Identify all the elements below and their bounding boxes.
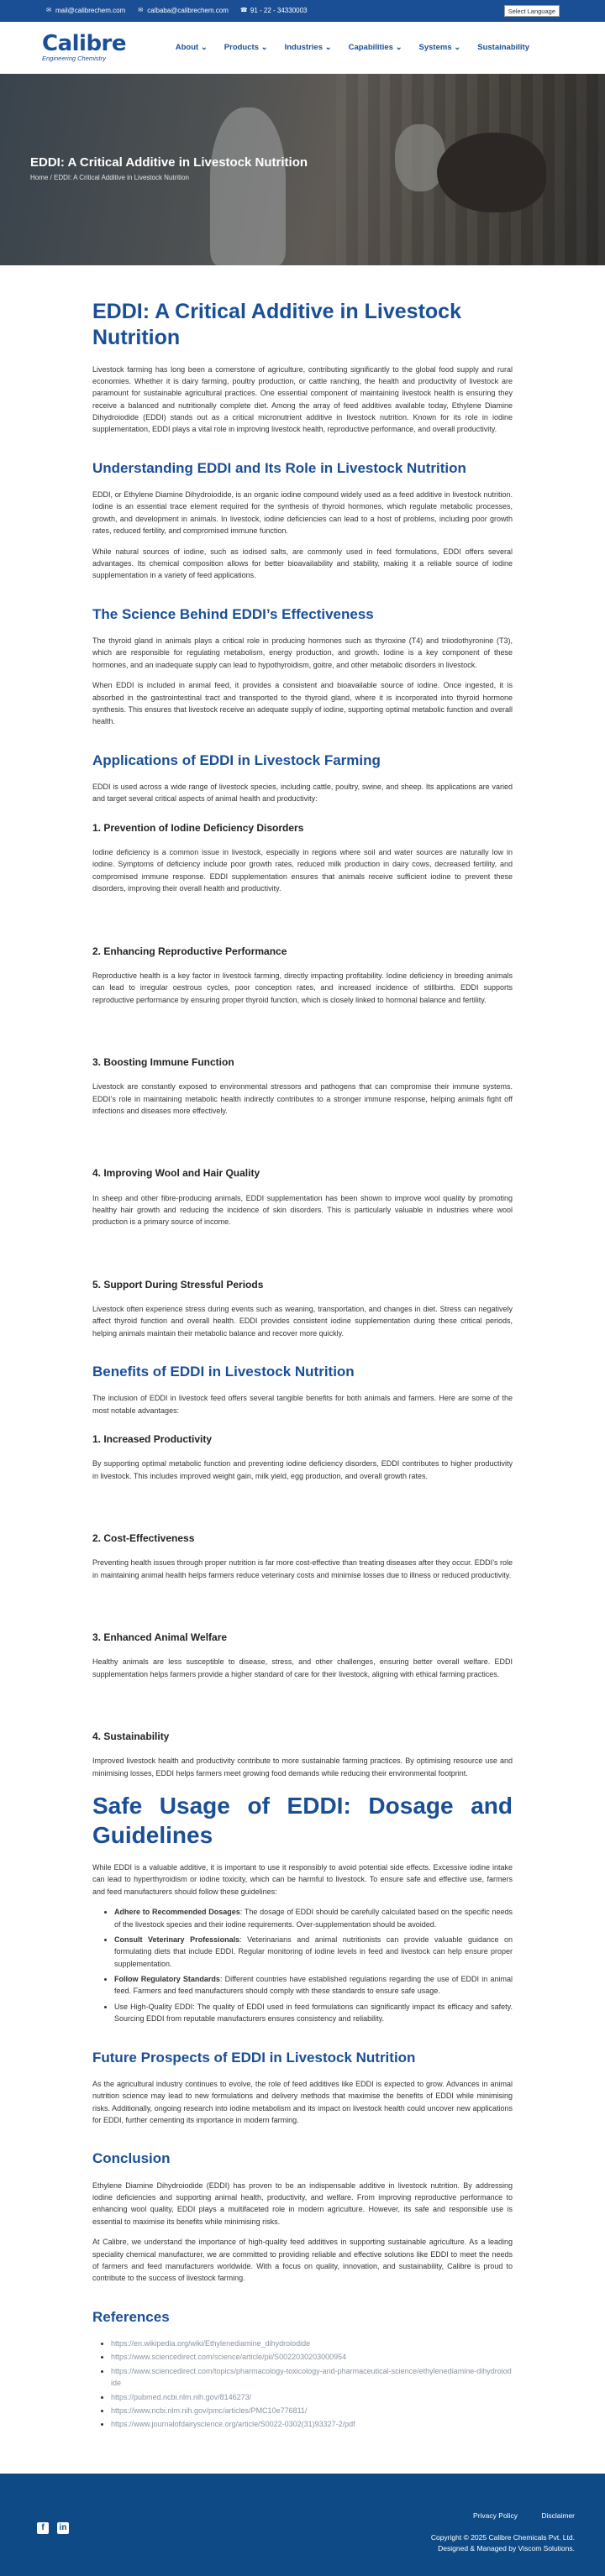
list-item bbox=[114, 1973, 513, 1997]
paragraph: EDDI, or Ethylene Diamine Dihydroiodide, is an organic iodine compound widely used as a feed additive in livestock nutrition. Iodine is an essential trace element required for the synthesis of thyroid hormones, which regulate metabolic processes, growth, and development in animals. In livestock, iodine deficiencies can lead to a host of problems, including poor growth rates, reduced fertility, and compromised immune function. bbox=[92, 490, 513, 536]
paragraph: Reproductive health is a key factor in livestock farming, directly impacting profitability. Iodine deficiency in breeding animals can lead to irregular oestrous cycles, poor conception rates, and increased incidence of stillbirths. EDDI supports reproductive performance by ensuring proper thyroid function, which is closely linked to hormonal balance and fertility. bbox=[92, 971, 513, 1004]
nav-products[interactable] bbox=[224, 41, 268, 54]
email-link-2[interactable]: calbaba@calibrechem.com bbox=[147, 6, 229, 14]
list-item bbox=[111, 2405, 513, 2416]
linkedin-icon[interactable]: in bbox=[57, 2522, 69, 2534]
list-item bbox=[111, 2391, 513, 2403]
subheading: 5. Support During Stressful Periods bbox=[92, 1278, 264, 1291]
references-list bbox=[111, 2338, 513, 2431]
paragraph: Preventing health issues through proper nutrition is far more cost-effective than treating diseases after they occur. EDDI’s role in maintaining animal health helps farmers reduce veterinary costs and minimise losses due to illness or reduced productivity. bbox=[92, 1558, 513, 1579]
reference-link[interactable]: https://www.ncbi.nlm.nih.gov/pmc/articles/PMC10e776811/ bbox=[111, 2406, 308, 2416]
section-heading: Benefits of EDDI in Livestock Nutrition bbox=[92, 1364, 355, 1380]
email-contact-2[interactable] bbox=[137, 6, 229, 17]
section-heading: Conclusion bbox=[92, 2150, 171, 2167]
paragraph: Healthy animals are less susceptible to disease, stress, and other challenges, ensuring better overall welfare. EDDI supplementation helps farmers provide a higher standard of care for their livestock, aligning with ethical farming practices. bbox=[92, 1657, 513, 1678]
hero-banner bbox=[0, 74, 605, 265]
copyright-text: Copyright © 2025 Calibre Chemicals Pvt. Ltd. bbox=[430, 2533, 575, 2542]
list-item-text: : Veterinarians and animal nutritionists can provide valuable guidance on formulating diets that include EDDI. Regular monitoring of iodine levels in feed and livestock can help ensure proper supplementation. bbox=[114, 1935, 513, 1968]
chevron-down-icon: ⌄ bbox=[324, 42, 332, 52]
list-item-text: : The dosage of EDDI should be carefully calculated based on the specific needs of the livestock species and their iodine requirements. Over-supplementation should be avoided. bbox=[114, 1908, 513, 1929]
section-heading-large: Safe Usage of EDDI: Dosage and Guidelines bbox=[92, 1792, 513, 1848]
references-heading: References bbox=[92, 2308, 170, 2325]
nav-systems-label: Systems bbox=[418, 42, 452, 52]
top-contact-bar bbox=[0, 0, 605, 22]
mail-icon: ✉ bbox=[138, 7, 144, 13]
nav-about[interactable] bbox=[176, 41, 208, 54]
subheading: 1. Prevention of Iodine Deficiency Disorders bbox=[92, 821, 304, 834]
mail-icon: ✉ bbox=[46, 7, 51, 13]
phone-link[interactable]: 91 - 22 - 34330003 bbox=[250, 6, 308, 14]
paragraph: By supporting optimal metabolic function and preventing iodine deficiency disorders, EDDI contributes to higher productivity in livestock. This includes improved weight gain, milk yield, egg production, and overall growth rates. bbox=[92, 1459, 513, 1480]
article-content bbox=[0, 265, 605, 2466]
list-item-text: Use High-Quality EDDI: The quality of EDDI used in feed formulations can significantly impact its efficacy and safety. Sourcing EDDI from reputable manufacturers ensures consistency and reliability. bbox=[114, 2002, 513, 2024]
paragraph: While EDDI is a valuable additive, it is important to use it responsibly to avoid potential side effects. Excessive iodine intake can lead to hyperthyroidism or iodine toxicity, which can be harmful to livestock. To ensure safe and effective use, farmers and feed manufacturers should follow these guidelines: bbox=[92, 1862, 513, 1896]
nav-industries[interactable] bbox=[285, 41, 332, 54]
email-contact[interactable] bbox=[45, 6, 125, 17]
chevron-down-icon: ⌄ bbox=[260, 42, 268, 52]
paragraph: Livestock often experience stress during events such as weaning, transportation, and changes in diet. Stress can negatively affect thyroid function and overall health. EDDI provides consistent iodine supplementation during these critical periods, helping animals maintain their metabolic balance and recover more quickly. bbox=[92, 1304, 513, 1338]
list-item-lead: Consult Veterinary Professionals bbox=[114, 1935, 240, 1944]
subheading: 4. Sustainability bbox=[92, 1730, 170, 1742]
list-item-text: : Different countries have established regulations regarding the use of EDDI in animal feed. Farmers and feed manufacturers should comply with these standards to ensure safe usage. bbox=[114, 1975, 513, 1996]
reference-link[interactable]: https://www.sciencedirect.com/topics/pharmacology-toxicology-and-pharmaceutical-science/ethylenediamine-dihydroiodide bbox=[111, 2366, 512, 2388]
paragraph: EDDI is used across a wide range of livestock species, including cattle, poultry, swine, and sheep. Its applications are varied and target several critical aspects of animal health and productivity: bbox=[92, 783, 513, 804]
section-heading: The Science Behind EDDI’s Effectiveness bbox=[92, 605, 374, 622]
paragraph: In sheep and other fibre-producing animals, EDDI supplementation has been shown to improve wool quality by promoting healthy hair growth and reducing the incidence of skin disorders. This is particularly valuable in industries where wool production is a primary source of income. bbox=[92, 1193, 513, 1227]
nav-systems[interactable] bbox=[419, 41, 461, 54]
paragraph: Ethylene Diamine Dihydroiodide (EDDI) has proven to be an indispensable additive in livestock nutrition. By addressing iodine deficiencies and supporting animal health, productivity, and welfare. From improving reproductive performance to enhancing wool quality, EDDI plays a multifaceted role in modern agriculture. However, its safe and responsible use is essential to maximise its benefits while minimising risks. bbox=[92, 2181, 513, 2226]
subheading: 2. Enhancing Reproductive Performance bbox=[92, 945, 287, 957]
subheading: 3. Boosting Immune Function bbox=[92, 1055, 234, 1068]
hero-title: EDDI: A Critical Additive in Livestock Nutrition bbox=[30, 155, 308, 170]
paragraph: At Calibre, we understand the importance of high-quality feed additives in supporting sustainable agriculture. As a leading speciality chemical manufacturer, we are committed to providing reliable and effective solutions like EDDI to meet the needs of farmers and feed manufacturers worldwide. With a focus on quality, innovation, and sustainability, Calibre is proud to contribute to the success of livestock farming. bbox=[92, 2238, 513, 2283]
footer-links bbox=[451, 2511, 575, 2522]
reference-link[interactable]: https://www.sciencedirect.com/science/article/pii/S0022030203000954 bbox=[111, 2353, 347, 2362]
list-item-lead: Adhere to Recommended Dosages bbox=[114, 1908, 240, 1917]
section-heading: Understanding EDDI and Its Role in Livestock Nutrition bbox=[92, 459, 466, 476]
list-item-lead: Follow Regulatory Standards bbox=[114, 1975, 220, 1984]
paragraph: Iodine deficiency is a common issue in livestock, especially in regions where soil and water sources are naturally low in iodine. Symptoms of deficiency include poor growth rates, reduced milk production in dairy cows, decreased fertility, and compromised immune response. EDDI supplementation ensures that animals receive sufficient iodine to prevent these disorders, improving their overall health and productivity. bbox=[92, 848, 513, 893]
paragraph: While natural sources of iodine, such as iodised salts, are commonly used in feed formulations, EDDI offers several advantages. Its chemical composition allows for better bioavailability and stability, making it a reliable source of iodine supplementation in a variety of feed applications. bbox=[92, 547, 513, 580]
paragraph: When EDDI is included in animal feed, it provides a consistent and bioavailable source of iodine. Once ingested, it is absorbed in the gastrointestinal tract and transported to the thyroid gland, where it is incorporated into thyroid hormone synthesis. This ensures that livestock receive an adequate supply of iodine, supporting optimal metabolic function and overall health. bbox=[92, 681, 513, 726]
list-item bbox=[114, 2001, 513, 2025]
list-item bbox=[111, 2351, 513, 2363]
privacy-policy-link[interactable]: Privacy Policy bbox=[473, 2511, 518, 2520]
reference-link[interactable]: https://en.wikipedia.org/wiki/Ethylenediamine_dihydroiodide bbox=[111, 2339, 311, 2348]
nav-about-label: About bbox=[175, 42, 199, 52]
disclaimer-link[interactable]: Disclaimer bbox=[541, 2511, 575, 2520]
nav-sustainability[interactable] bbox=[477, 41, 529, 54]
article-title: EDDI: A Critical Additive in Livestock Nutrition bbox=[92, 300, 461, 350]
chevron-down-icon: ⌄ bbox=[395, 42, 402, 52]
reference-link[interactable]: https://pubmed.ncbi.nlm.nih.gov/8146273/ bbox=[111, 2392, 252, 2401]
paragraph: Improved livestock health and productivity contribute to more sustainable farming practices. By optimising resource use and minimising losses, EDDI helps farmers meet growing food demands while reducing their environmental footprint. bbox=[92, 1757, 513, 1778]
main-navigation bbox=[0, 22, 605, 74]
paragraph: The thyroid gland in animals plays a critical role in producing hormones such as thyroxine (T4) and triiodothyronine (T3), which are responsible for regulating metabolism, energy production, and growth. Iodine is a key component of these hormones, and an inadequate supply can lead to hypothyroidism, goitre, and other metabolic disorders in livestock. bbox=[92, 636, 513, 669]
chevron-down-icon: ⌄ bbox=[454, 42, 461, 52]
phone-icon: ☎ bbox=[239, 7, 248, 13]
nav-menu bbox=[159, 41, 529, 54]
subheading: 1. Increased Productivity bbox=[92, 1433, 213, 1446]
site-footer bbox=[0, 2474, 605, 2576]
logo-name: Calibre bbox=[42, 31, 127, 57]
paragraph: As the agricultural industry continues to evolve, the role of feed additives like EDDI is expected to grow. Advances in animal nutrition science may lead to new formulations and delivery methods that maximise the benefits of EDDI while minimising risks. Additionally, ongoing research into iodine metabolism and its impact on livestock health could uncover new applications for EDDI, further cementing its importance in modern farming. bbox=[92, 2079, 513, 2125]
paragraph: Livestock are constantly exposed to environmental stressors and pathogens that can compromise their immune systems. EDDI’s role in maintaining metabolic health indirectly contributes to a stronger immune response, helping animals fight off infections and diseases more effectively. bbox=[92, 1082, 513, 1115]
subheading: 2. Cost-Effectiveness bbox=[92, 1532, 195, 1545]
nav-capabilities-label: Capabilities bbox=[348, 42, 393, 52]
nav-industries-label: Industries bbox=[284, 42, 323, 52]
list-item bbox=[114, 1934, 513, 1970]
list-item bbox=[111, 2338, 513, 2349]
list-item bbox=[111, 2365, 513, 2390]
reference-link[interactable]: https://www.journalofdairyscience.org/article/S0022-0302(31)93327-2/pdf bbox=[111, 2420, 355, 2429]
logo-tagline: Engineering Chemistry bbox=[42, 55, 106, 63]
intro-paragraph: Livestock farming has long been a cornerstone of agriculture, contributing significantly to the global food supply and rural economies. Whether it is dairy farming, poultry production, or cattle ranching, the health and productivity of livestock are paramount for sustainable agricultural practices. One essential component of maintaining livestock health is ensuring they receive a balanced and nutritionally complete diet. Among the array of feed additives available today, Ethylene Diamine Dihydroiodide (EDDI) stands out as a critical micronutrient additive in livestock nutrition. Known for its role in iodine supplementation, EDDI plays a vital role in improving livestock health, reproductive performance, and overall productivity. bbox=[92, 364, 513, 434]
list-item bbox=[114, 1906, 513, 1930]
breadcrumb[interactable]: Home / EDDI: A Critical Additive in Livestock Nutrition bbox=[30, 174, 189, 181]
social-links bbox=[37, 2522, 77, 2534]
designed-by-text: Designed & Managed by Viscom Solutions. bbox=[438, 2543, 575, 2552]
list-item bbox=[111, 2418, 513, 2430]
phone-contact[interactable] bbox=[240, 6, 308, 17]
subheading: 3. Enhanced Animal Welfare bbox=[92, 1631, 228, 1643]
facebook-icon[interactable]: f bbox=[37, 2522, 49, 2534]
calibre-logo[interactable] bbox=[42, 33, 126, 62]
copyright bbox=[431, 2532, 575, 2554]
section-heading: Applications of EDDI in Livestock Farming bbox=[92, 751, 381, 768]
language-select[interactable]: Select Language bbox=[504, 5, 560, 17]
guidelines-list bbox=[114, 1906, 513, 2025]
paragraph: The inclusion of EDDI in livestock feed offers several tangible benefits for both animals and farmers. Here are some of the most notable advantages: bbox=[92, 1394, 513, 1415]
nav-products-label: Products bbox=[224, 42, 259, 52]
section-heading: Future Prospects of EDDI in Livestock Nutrition bbox=[92, 2049, 416, 2066]
nav-capabilities[interactable] bbox=[349, 41, 402, 54]
chevron-down-icon: ⌄ bbox=[200, 42, 208, 52]
email-link[interactable]: mail@calibrechem.com bbox=[55, 6, 126, 14]
subheading: 4. Improving Wool and Hair Quality bbox=[92, 1167, 260, 1180]
nav-sustainability-label: Sustainability bbox=[477, 42, 529, 52]
